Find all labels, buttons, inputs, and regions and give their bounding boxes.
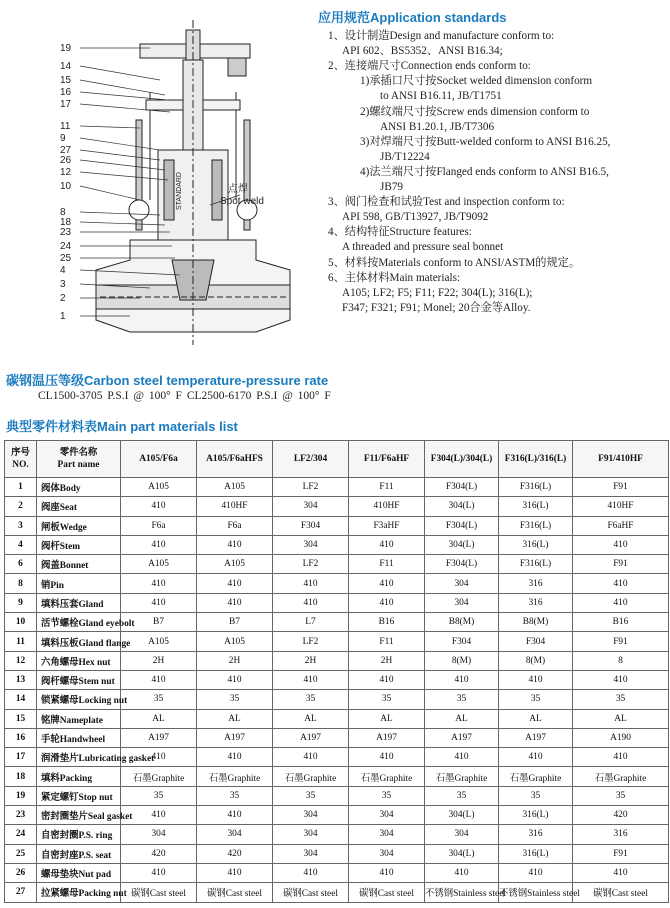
material-cell: 35 bbox=[573, 690, 669, 709]
standards-line: 3)对焊端尺寸按Butt-welded conform to ANSI B16.25, bbox=[360, 135, 611, 148]
material-cell: LF2 bbox=[273, 632, 349, 651]
material-cell: F6a bbox=[197, 516, 273, 535]
material-cell: 410 bbox=[573, 593, 669, 612]
material-cell: 410 bbox=[499, 863, 573, 882]
material-cell: 410 bbox=[197, 806, 273, 825]
standards-line: API 602、BS5352、ANSI B16.34; bbox=[342, 45, 503, 58]
callout-15: 15 bbox=[60, 75, 72, 86]
material-cell: A197 bbox=[121, 728, 197, 747]
material-cell: 304(L) bbox=[425, 535, 499, 554]
material-cell: A105 bbox=[121, 478, 197, 497]
material-cell: 410 bbox=[121, 863, 197, 882]
table-row bbox=[5, 786, 669, 805]
material-cell: B7 bbox=[197, 613, 273, 632]
material-cell: 石墨Graphite bbox=[573, 767, 669, 786]
table-row bbox=[5, 806, 669, 825]
material-cell: 35 bbox=[273, 690, 349, 709]
material-cell: 碳钢Cast steel bbox=[573, 883, 669, 902]
part-name: 阀体Body bbox=[37, 478, 121, 497]
callout-26: 26 bbox=[60, 155, 72, 166]
material-cell: 410 bbox=[121, 574, 197, 593]
materials-title: 典型零件材料表Main part materials list bbox=[6, 419, 238, 434]
callout-3: 3 bbox=[60, 279, 66, 290]
material-cell: AL bbox=[349, 709, 425, 728]
material-cell: 410 bbox=[573, 574, 669, 593]
part-number: 14 bbox=[5, 690, 37, 709]
material-cell: A105 bbox=[121, 632, 197, 651]
standards-line: to ANSI B16.11, JB/T1751 bbox=[380, 90, 502, 103]
material-cell: A197 bbox=[197, 728, 273, 747]
table-row bbox=[5, 767, 669, 786]
material-cell: F91 bbox=[573, 844, 669, 863]
material-cell: 410 bbox=[273, 593, 349, 612]
material-cell: 410 bbox=[349, 535, 425, 554]
material-cell: 410 bbox=[197, 863, 273, 882]
material-cell: 410 bbox=[121, 593, 197, 612]
standards-line: 2、连接端尺寸Connection ends conform to: bbox=[328, 60, 531, 73]
part-number: 2 bbox=[5, 497, 37, 516]
material-cell: B8(M) bbox=[499, 613, 573, 632]
material-cell: AL bbox=[573, 709, 669, 728]
part-name: 铭牌Nameplate bbox=[37, 709, 121, 728]
part-number: 9 bbox=[5, 593, 37, 612]
part-number: 15 bbox=[5, 709, 37, 728]
callout-10: 10 bbox=[60, 181, 72, 192]
material-cell: 碳钢Cast steel bbox=[273, 883, 349, 902]
material-cell: 410 bbox=[573, 748, 669, 767]
stem-stamp-text: STANDARD bbox=[176, 172, 183, 210]
table-row bbox=[5, 748, 669, 767]
material-cell: 410 bbox=[573, 670, 669, 689]
material-cell: B8(M) bbox=[425, 613, 499, 632]
material-cell: F316(L) bbox=[499, 555, 573, 574]
callout-17: 17 bbox=[60, 99, 72, 110]
part-name: 阀杆螺母Stem nut bbox=[37, 670, 121, 689]
materials-header-cell: 零件名称 Part name bbox=[37, 441, 121, 478]
material-cell: 2H bbox=[121, 651, 197, 670]
standards-line: ANSI B1.20.1, JB/T7306 bbox=[380, 120, 495, 133]
table-row bbox=[5, 728, 669, 747]
material-cell: A197 bbox=[425, 728, 499, 747]
table-row bbox=[5, 555, 669, 574]
standards-title: 应用规范Application standards bbox=[318, 10, 507, 25]
callout-11: 11 bbox=[60, 121, 71, 132]
part-name: 阀座Seat bbox=[37, 497, 121, 516]
table-row bbox=[5, 613, 669, 632]
table-row bbox=[5, 690, 669, 709]
material-cell: 410 bbox=[121, 535, 197, 554]
standards-line: 5、材料按Materials conform to ANSI/ASTM的规定。 bbox=[328, 256, 581, 269]
part-name: 手轮Handwheel bbox=[37, 728, 121, 747]
part-name: 锁紧螺母Locking nut bbox=[37, 690, 121, 709]
material-cell: 8(M) bbox=[499, 651, 573, 670]
material-cell: F304 bbox=[499, 632, 573, 651]
standards-line: 4、结构特征Structure features: bbox=[328, 226, 472, 239]
material-cell: AL bbox=[197, 709, 273, 728]
part-name: 自密封座P.S. seat bbox=[37, 844, 121, 863]
material-cell: 410 bbox=[349, 574, 425, 593]
material-cell: 35 bbox=[197, 786, 273, 805]
part-name: 阀盖Bonnet bbox=[37, 555, 121, 574]
standards-list bbox=[318, 29, 668, 316]
materials-header-cell: F91/410HF bbox=[573, 441, 669, 478]
material-cell: 35 bbox=[425, 690, 499, 709]
material-cell: 420 bbox=[573, 806, 669, 825]
table-row bbox=[5, 632, 669, 651]
part-name: 润滑垫片Lubricating gasket bbox=[37, 748, 121, 767]
material-cell: 410 bbox=[425, 748, 499, 767]
material-cell: 316 bbox=[499, 574, 573, 593]
callout-14: 14 bbox=[60, 61, 72, 72]
material-cell: 35 bbox=[197, 690, 273, 709]
material-cell: 410 bbox=[197, 535, 273, 554]
part-number: 26 bbox=[5, 863, 37, 882]
material-cell: 410 bbox=[349, 593, 425, 612]
material-cell: 304 bbox=[273, 535, 349, 554]
materials-header-cell: F304(L)/304(L) bbox=[425, 441, 499, 478]
part-number: 12 bbox=[5, 651, 37, 670]
part-number: 13 bbox=[5, 670, 37, 689]
material-cell: F304 bbox=[425, 632, 499, 651]
table-row bbox=[5, 535, 669, 554]
part-number: 17 bbox=[5, 748, 37, 767]
material-cell: 410HF bbox=[197, 497, 273, 516]
material-cell: 304 bbox=[197, 825, 273, 844]
part-name: 螺母垫块Nut pad bbox=[37, 863, 121, 882]
part-number: 27 bbox=[5, 883, 37, 902]
standards-line: JB/T12224 bbox=[380, 150, 430, 163]
material-cell: 碳钢Cast steel bbox=[197, 883, 273, 902]
material-cell: A105 bbox=[121, 555, 197, 574]
material-cell: 不锈钢Stainless steel bbox=[425, 883, 499, 902]
material-cell: LF2 bbox=[273, 555, 349, 574]
material-cell: 316 bbox=[573, 825, 669, 844]
material-cell: AL bbox=[499, 709, 573, 728]
callout-23: 23 bbox=[60, 227, 72, 238]
standards-line: API 598, GB/T13927, JB/T9092 bbox=[342, 211, 489, 224]
material-cell: AL bbox=[273, 709, 349, 728]
callout-19: 19 bbox=[60, 43, 72, 54]
standards-line: 1)承插口尺寸按Socket welded dimension conform bbox=[360, 75, 593, 88]
material-cell: 410 bbox=[499, 748, 573, 767]
material-cell: 304 bbox=[425, 593, 499, 612]
material-cell: 420 bbox=[121, 844, 197, 863]
part-name: 填料压板Gland flange bbox=[37, 632, 121, 651]
material-cell: 410 bbox=[573, 535, 669, 554]
material-cell: F304 bbox=[273, 516, 349, 535]
material-cell: 316 bbox=[499, 825, 573, 844]
material-cell: 316(L) bbox=[499, 806, 573, 825]
table-row bbox=[5, 478, 669, 497]
material-cell: 304 bbox=[273, 825, 349, 844]
table-row bbox=[5, 516, 669, 535]
material-cell: 316 bbox=[499, 593, 573, 612]
material-cell: 410 bbox=[197, 670, 273, 689]
standards-line: 6、主体材料Main materials: bbox=[328, 271, 461, 284]
material-cell: 石墨Graphite bbox=[499, 767, 573, 786]
materials-header-cell: A105/F6a bbox=[121, 441, 197, 478]
material-cell: 316(L) bbox=[499, 844, 573, 863]
table-row bbox=[5, 497, 669, 516]
material-cell: 304 bbox=[273, 844, 349, 863]
material-cell: F11 bbox=[349, 478, 425, 497]
material-cell: F11 bbox=[349, 555, 425, 574]
part-name: 自密封圈P.S. ring bbox=[37, 825, 121, 844]
material-cell: 35 bbox=[573, 786, 669, 805]
material-cell: 2H bbox=[349, 651, 425, 670]
material-cell: A190 bbox=[573, 728, 669, 747]
part-number: 3 bbox=[5, 516, 37, 535]
callout-16: 16 bbox=[60, 87, 72, 98]
material-cell: F6a bbox=[121, 516, 197, 535]
material-cell: A197 bbox=[349, 728, 425, 747]
material-cell: 35 bbox=[121, 786, 197, 805]
part-name: 紧定螺钉Stop nut bbox=[37, 786, 121, 805]
standards-line: JB79 bbox=[380, 181, 404, 194]
material-cell: 410 bbox=[121, 497, 197, 516]
material-cell: 410 bbox=[121, 670, 197, 689]
callout-2: 2 bbox=[60, 293, 66, 304]
material-cell: 410 bbox=[273, 670, 349, 689]
material-cell: F11 bbox=[349, 632, 425, 651]
material-cell: 碳钢Cast steel bbox=[121, 883, 197, 902]
material-cell: 碳钢Cast steel bbox=[349, 883, 425, 902]
callout-9: 9 bbox=[60, 133, 66, 144]
material-cell: 410 bbox=[197, 593, 273, 612]
part-number: 8 bbox=[5, 574, 37, 593]
materials-table bbox=[4, 440, 669, 903]
part-number: 25 bbox=[5, 844, 37, 863]
material-cell: 304 bbox=[121, 825, 197, 844]
material-cell: 35 bbox=[349, 786, 425, 805]
material-cell: 35 bbox=[499, 690, 573, 709]
material-cell: 35 bbox=[121, 690, 197, 709]
callout-1: 1 bbox=[60, 311, 66, 322]
material-cell: 304 bbox=[425, 825, 499, 844]
material-cell: 石墨Graphite bbox=[121, 767, 197, 786]
standards-line: 4)法兰端尺寸按Flanged ends conform to ANSI B16.5, bbox=[360, 165, 609, 178]
spot-weld-label-cn: 点焊 bbox=[228, 184, 248, 195]
material-cell: A105 bbox=[197, 478, 273, 497]
material-cell: 410 bbox=[349, 748, 425, 767]
callout-25: 25 bbox=[60, 253, 72, 264]
material-cell: AL bbox=[121, 709, 197, 728]
part-name: 销Pin bbox=[37, 574, 121, 593]
material-cell: 2H bbox=[197, 651, 273, 670]
standards-line: 2)螺纹端尺寸按Screw ends dimension conform to bbox=[360, 105, 590, 118]
table-row bbox=[5, 593, 669, 612]
application-standards bbox=[318, 10, 668, 316]
standards-line: A105; LF2; F5; F11; F22; 304(L); 316(L); bbox=[342, 286, 533, 299]
standards-line: 3、阀门检查和试验Test and inspection conform to: bbox=[328, 196, 565, 209]
material-cell: 316(L) bbox=[499, 497, 573, 516]
callout-12: 12 bbox=[60, 167, 72, 178]
spot-weld-label-en: Spot weld bbox=[220, 196, 264, 207]
material-cell: 石墨Graphite bbox=[425, 767, 499, 786]
material-cell: F304(L) bbox=[425, 516, 499, 535]
material-cell: 8 bbox=[573, 651, 669, 670]
materials-header-cell: A105/F6aHFS bbox=[197, 441, 273, 478]
material-cell: 410HF bbox=[349, 497, 425, 516]
material-cell: 420 bbox=[197, 844, 273, 863]
material-cell: 410 bbox=[273, 863, 349, 882]
material-cell: F91 bbox=[573, 478, 669, 497]
part-number: 10 bbox=[5, 613, 37, 632]
rating-text: CL1500-3705 P.S.I @ 100° F CL2500-6170 P.S.I @ 100° F bbox=[38, 390, 331, 402]
material-cell: F304(L) bbox=[425, 478, 499, 497]
rating-title: 碳钢温压等级Carbon steel temperature-pressure rate bbox=[6, 373, 329, 388]
part-name: 阀杆Stem bbox=[37, 535, 121, 554]
material-cell: 410 bbox=[349, 670, 425, 689]
standards-line: 1、设计制造Design and manufacture conform to: bbox=[328, 30, 555, 43]
material-cell: F3aHF bbox=[349, 516, 425, 535]
valve-drawing bbox=[0, 0, 320, 350]
table-row bbox=[5, 844, 669, 863]
part-number: 24 bbox=[5, 825, 37, 844]
material-cell: 304 bbox=[425, 574, 499, 593]
material-cell: F316(L) bbox=[499, 478, 573, 497]
material-cell: 304 bbox=[349, 806, 425, 825]
material-cell: F91 bbox=[573, 555, 669, 574]
callout-18: 18 bbox=[60, 217, 72, 228]
table-row bbox=[5, 574, 669, 593]
materials-header-cell: LF2/304 bbox=[273, 441, 349, 478]
material-cell: 316(L) bbox=[499, 535, 573, 554]
material-cell: 35 bbox=[425, 786, 499, 805]
material-cell: 石墨Graphite bbox=[273, 767, 349, 786]
part-name: 填料压套Gland bbox=[37, 593, 121, 612]
materials-header-row bbox=[5, 441, 669, 478]
material-cell: 35 bbox=[499, 786, 573, 805]
callout-4: 4 bbox=[60, 265, 66, 276]
table-row bbox=[5, 651, 669, 670]
table-row bbox=[5, 883, 669, 902]
material-cell: B16 bbox=[573, 613, 669, 632]
table-row bbox=[5, 863, 669, 882]
material-cell: 410 bbox=[273, 748, 349, 767]
part-number: 6 bbox=[5, 555, 37, 574]
material-cell: 410 bbox=[121, 806, 197, 825]
materials-header-cell: F316(L)/316(L) bbox=[499, 441, 573, 478]
material-cell: 35 bbox=[273, 786, 349, 805]
material-cell: F91 bbox=[573, 632, 669, 651]
material-cell: 410 bbox=[499, 670, 573, 689]
part-number: 18 bbox=[5, 767, 37, 786]
material-cell: A197 bbox=[499, 728, 573, 747]
part-number: 1 bbox=[5, 478, 37, 497]
material-cell: F304(L) bbox=[425, 555, 499, 574]
material-cell: 304 bbox=[349, 844, 425, 863]
valve-cross-section-figure bbox=[0, 0, 320, 350]
material-cell: 410 bbox=[121, 748, 197, 767]
materials-header-cell: 序号 NO. bbox=[5, 441, 37, 478]
material-cell: 410 bbox=[425, 863, 499, 882]
material-cell: 8(M) bbox=[425, 651, 499, 670]
part-number: 23 bbox=[5, 806, 37, 825]
part-name: 六角螺母Hex nut bbox=[37, 651, 121, 670]
material-cell: A105 bbox=[197, 555, 273, 574]
part-name: 填料Packing bbox=[37, 767, 121, 786]
material-cell: 304(L) bbox=[425, 806, 499, 825]
callout-24: 24 bbox=[60, 241, 72, 252]
material-cell: 不锈钢Stainless steel bbox=[499, 883, 573, 902]
material-cell: LF2 bbox=[273, 478, 349, 497]
material-cell: 石墨Graphite bbox=[197, 767, 273, 786]
table-row bbox=[5, 670, 669, 689]
part-name: 密封圈垫片Seal gasket bbox=[37, 806, 121, 825]
materials-body bbox=[5, 478, 669, 903]
material-cell: 410 bbox=[197, 748, 273, 767]
material-cell: 410HF bbox=[573, 497, 669, 516]
material-cell: A105 bbox=[197, 632, 273, 651]
material-cell: 304(L) bbox=[425, 497, 499, 516]
part-number: 11 bbox=[5, 632, 37, 651]
material-cell: B7 bbox=[121, 613, 197, 632]
material-cell: F6aHF bbox=[573, 516, 669, 535]
material-cell: 304 bbox=[273, 497, 349, 516]
material-cell: AL bbox=[425, 709, 499, 728]
callout-27: 27 bbox=[60, 145, 72, 156]
part-number: 19 bbox=[5, 786, 37, 805]
material-cell: 410 bbox=[273, 574, 349, 593]
material-cell: 410 bbox=[197, 574, 273, 593]
part-number: 4 bbox=[5, 535, 37, 554]
part-name: 活节螺栓Gland eyebolt bbox=[37, 613, 121, 632]
material-cell: 304 bbox=[349, 825, 425, 844]
material-cell: B16 bbox=[349, 613, 425, 632]
material-cell: 410 bbox=[425, 670, 499, 689]
materials-header-cell: F11/F6aHF bbox=[349, 441, 425, 478]
part-name: 拉紧螺母Packing nut bbox=[37, 883, 121, 902]
table-row bbox=[5, 825, 669, 844]
material-cell: 304(L) bbox=[425, 844, 499, 863]
part-name: 闸板Wedge bbox=[37, 516, 121, 535]
material-cell: 石墨Graphite bbox=[349, 767, 425, 786]
material-cell: 304 bbox=[273, 806, 349, 825]
material-cell: 410 bbox=[349, 863, 425, 882]
callout-8: 8 bbox=[60, 207, 66, 218]
material-cell: F316(L) bbox=[499, 516, 573, 535]
material-cell: 410 bbox=[573, 863, 669, 882]
material-cell: A197 bbox=[273, 728, 349, 747]
material-cell: L7 bbox=[273, 613, 349, 632]
material-cell: 2H bbox=[273, 651, 349, 670]
standards-line: A threaded and pressure seal bonnet bbox=[342, 241, 504, 254]
material-cell: 35 bbox=[349, 690, 425, 709]
part-number: 16 bbox=[5, 728, 37, 747]
table-row bbox=[5, 709, 669, 728]
standards-line: F347; F321; F91; Monel; 20合金等Alloy. bbox=[342, 301, 531, 314]
